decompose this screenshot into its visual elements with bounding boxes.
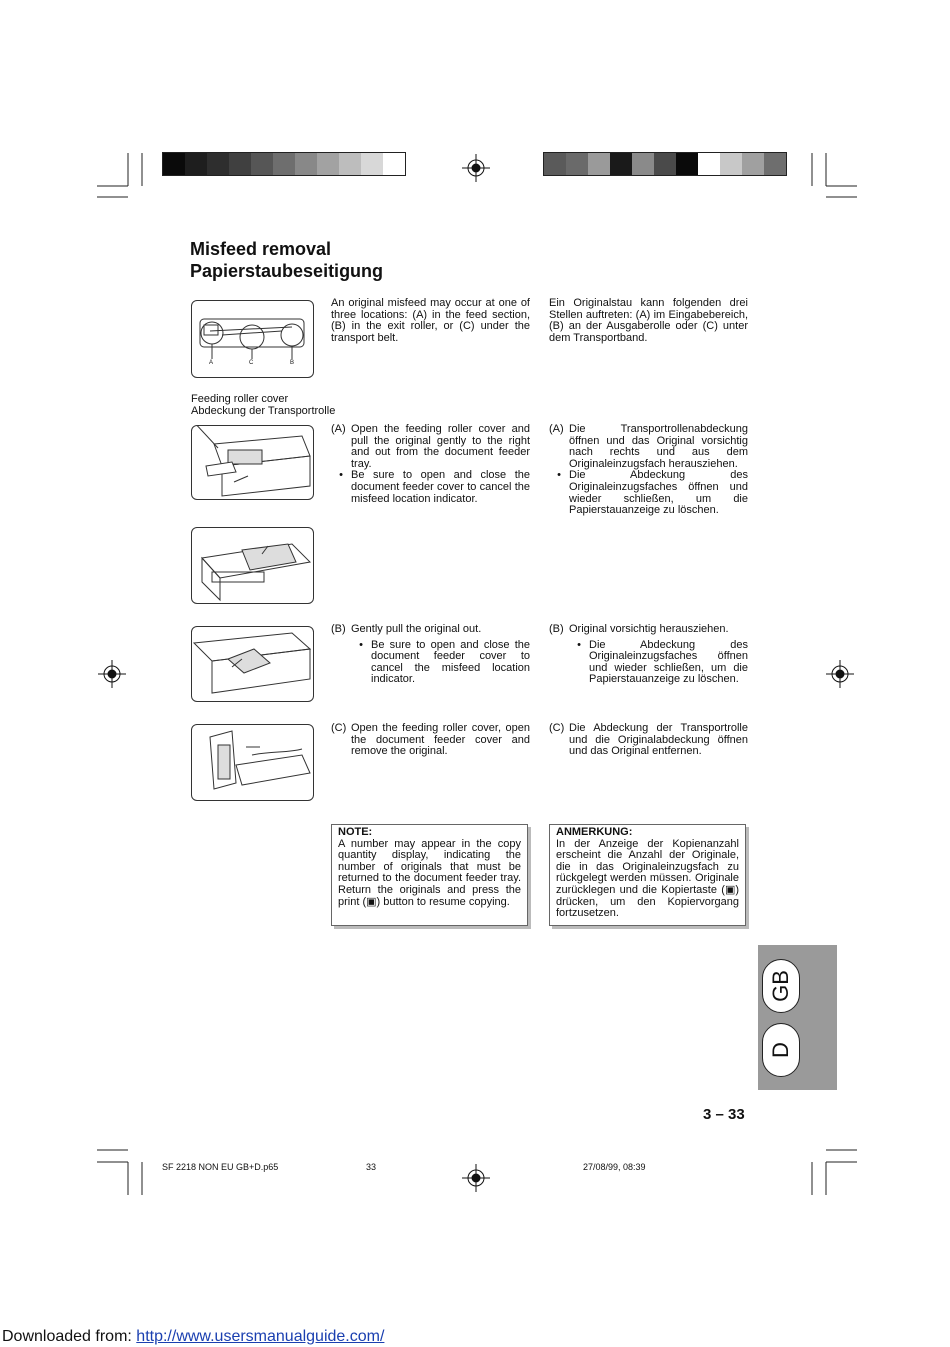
color-bar-left	[162, 152, 406, 176]
transport-belt-illustration	[192, 725, 313, 800]
registration-mark-bottom	[462, 1164, 490, 1192]
step-c-instruction-de: Die Abdeckung der Transportrolle und die Originalabdeckung öffnen und das Original entfernen.	[569, 722, 748, 758]
bullet-icon: •	[359, 638, 363, 651]
registration-mark-right	[826, 660, 854, 688]
color-bar-right-swatch	[632, 153, 654, 175]
color-bar-left-swatch	[273, 153, 295, 175]
overview-english: An original misfeed may occur at one of three locations: (A) in the feed section, (B) in the exit roller, or (C) under the transport belt.	[331, 297, 530, 344]
step-c-figure	[191, 724, 314, 801]
color-bar-left-swatch	[339, 153, 361, 175]
step-b-instruction: Gently pull the original out.	[351, 623, 482, 635]
color-bar-right-swatch	[698, 153, 720, 175]
download-label: Downloaded from:	[2, 1328, 137, 1345]
bullet-icon: •	[339, 469, 343, 482]
step-c-instruction: Open the feeding roller cover, open the document feeder cover and remove the original.	[351, 722, 530, 758]
footer-date: 27/08/99, 08:39	[583, 1162, 646, 1172]
caption-german: Abdeckung der Transportrolle	[191, 405, 336, 417]
note-box-german	[549, 824, 746, 926]
step-a-figure-1	[191, 425, 314, 500]
overview-figure	[191, 300, 314, 378]
step-b-label-de: (B)	[549, 623, 564, 635]
color-bar-left-swatch	[163, 153, 185, 175]
color-bar-left-swatch	[361, 153, 383, 175]
note-body-de: In der Anzeige der Kopienanzahl erscheint die Anzahl der Originale, die in das Originaleinzugsfach zu rückgelegt werden müssen. Originale zurücklegen und die Kopiertaste (▣) drücken, um den Kopiervorgang fortzusetzen.	[556, 837, 739, 920]
language-tab	[758, 945, 837, 1090]
step-b-note-de: Die Abdeckung des Originaleinzugsfaches öffnen und wieder schließen, um die Papierstauanzeige zu löschen.	[589, 638, 748, 686]
download-line	[2, 1328, 384, 1346]
color-bar-left-swatch	[251, 153, 273, 175]
figure-label-a: A	[209, 360, 214, 366]
step-c-label-de: (C)	[549, 722, 565, 734]
step-a-label: (A)	[331, 423, 346, 435]
bullet-icon: •	[557, 469, 561, 482]
overview-german: Ein Originalstau kann folgenden drei Stellen auftreten: (A) im Eingabebereich, (B) an der Ausgaberolle oder (C) unter dem Transportband.	[549, 297, 748, 344]
registration-mark-left	[98, 660, 126, 688]
step-a-note-de: Die Abdeckung des Originaleinzugsfaches öffnen und wieder schließen, um die Papierstauanzeige zu löschen.	[569, 469, 748, 517]
step-b-note: Be sure to open and close the document feeder cover to cancel the misfeed location indicator.	[371, 638, 530, 686]
color-bar-right-swatch	[654, 153, 676, 175]
step-b-instruction-de: Original vorsichtig herausziehen.	[569, 623, 729, 635]
step-a-label-de: (A)	[549, 423, 564, 435]
bullet-icon: •	[577, 638, 581, 651]
step-a-instruction-de: Die Transportrollenabdeckung öffnen und das Original vorsichtig nach rechts und aus dem Originaleinzugsfach herausziehen.	[569, 423, 748, 470]
step-b-english	[331, 624, 530, 686]
color-bar-left-swatch	[317, 153, 339, 175]
registration-mark-top	[462, 154, 490, 182]
color-bar-left-swatch	[383, 153, 405, 175]
step-a-english	[331, 424, 530, 505]
roller-cover-caption	[191, 393, 335, 417]
step-b-label: (B)	[331, 623, 346, 635]
color-bar-right	[543, 152, 787, 176]
title-german: Papierstaubeseitigung	[190, 261, 384, 281]
step-c-label: (C)	[331, 722, 347, 734]
language-tab-gb: GB	[762, 959, 800, 1013]
color-bar-left-swatch	[295, 153, 317, 175]
color-bar-right-swatch	[588, 153, 610, 175]
title-english: Misfeed removal	[190, 239, 332, 259]
step-a-german	[549, 424, 748, 517]
language-tab-d: D	[762, 1023, 800, 1077]
color-bar-right-swatch	[610, 153, 632, 175]
remove-original-illustration	[192, 528, 313, 603]
color-bar-left-swatch	[229, 153, 251, 175]
step-b-german	[549, 624, 748, 686]
exit-roller-illustration	[192, 627, 313, 701]
color-bar-right-swatch	[742, 153, 764, 175]
open-roller-cover-illustration	[192, 426, 313, 499]
color-bar-right-swatch	[566, 153, 588, 175]
footer-file: SF 2218 NON EU GB+D.p65	[162, 1162, 279, 1172]
download-link[interactable]: http://www.usersmanualguide.com/	[136, 1328, 385, 1345]
footer-page: 33	[366, 1162, 377, 1172]
color-bar-right-swatch	[676, 153, 698, 175]
note-heading-de: ANMERKUNG:	[556, 826, 633, 838]
page-number: 3 – 33	[703, 1106, 745, 1123]
color-bar-right-swatch	[544, 153, 566, 175]
color-bar-right-swatch	[720, 153, 742, 175]
step-c-german	[549, 723, 748, 758]
step-c-english	[331, 723, 530, 758]
color-bar-left-swatch	[207, 153, 229, 175]
color-bar-right-swatch	[764, 153, 786, 175]
caption-english: Feeding roller cover	[191, 393, 289, 405]
note-body: A number may appear in the copy quantity display, indicating the number of originals that must be returned to the document feeder tray. Return the originals and press the print (▣) button to resume copying.	[338, 837, 521, 908]
step-a-figure-2	[191, 527, 314, 604]
color-bar-left-swatch	[185, 153, 207, 175]
step-b-figure	[191, 626, 314, 702]
page-title	[190, 238, 383, 282]
figure-label-b: B	[290, 360, 295, 366]
note-heading: NOTE:	[338, 826, 373, 838]
figure-label-c: C	[249, 360, 254, 366]
step-a-instruction: Open the feeding roller cover and pull the original gently to the right and out from the document feeder tray.	[351, 423, 530, 470]
note-box-english	[331, 824, 528, 926]
step-a-note: Be sure to open and close the document feeder cover to cancel the misfeed location indicator.	[351, 469, 530, 505]
